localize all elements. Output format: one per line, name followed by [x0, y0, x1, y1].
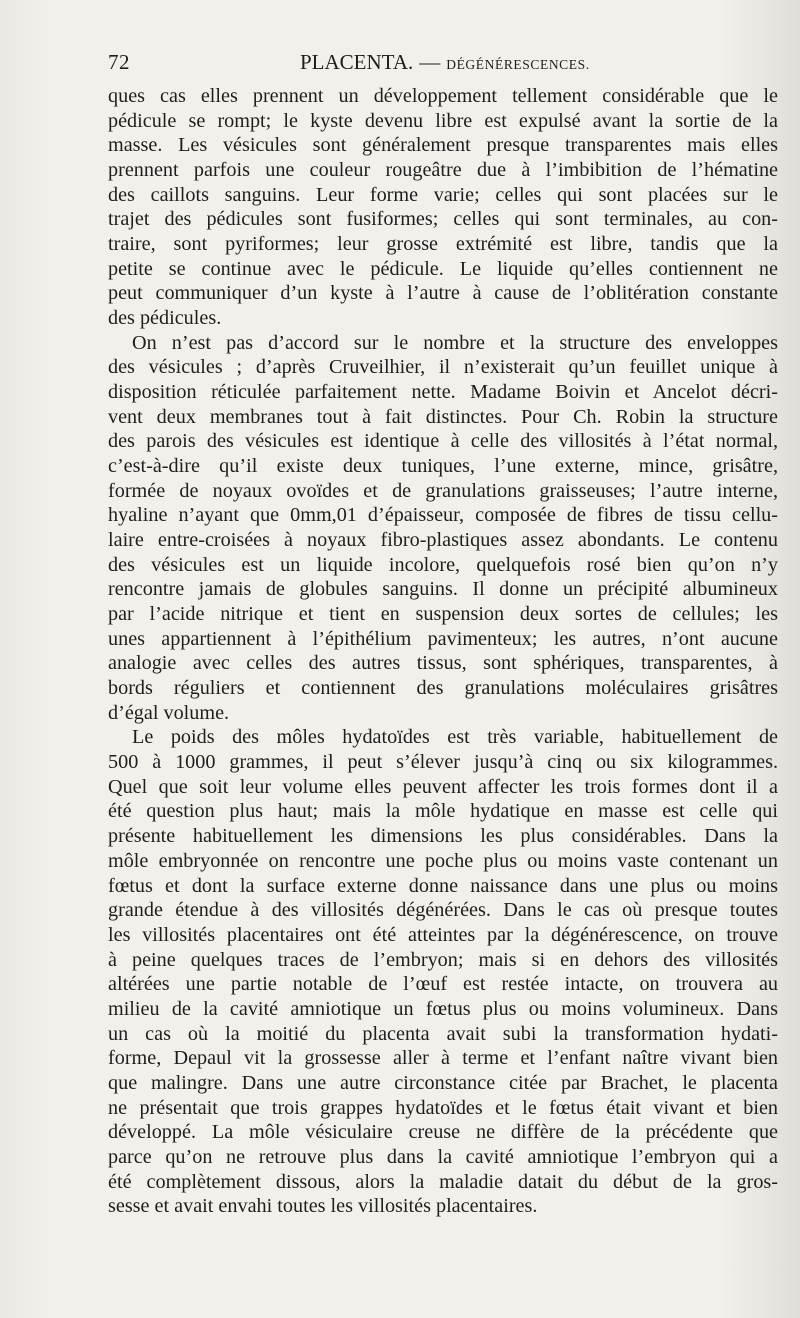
chapter-title: PLACENTA.: [300, 50, 414, 74]
text-line: des vésicules est un liquide incolore, quelquefois rosé bien qu’on n’y: [108, 553, 778, 576]
page-number: 72: [108, 50, 130, 74]
text-line: disposition réticulée parfaitement nette. Madame Boivin et Ancelot décri-: [108, 381, 778, 404]
text-line: d’égal volume.: [108, 701, 230, 724]
section-title: DÉGÉNÉRESCENCES.: [446, 57, 590, 72]
text-line: les villosités placentaires ont été atteintes par la dégénérescence, on trouve: [108, 923, 778, 946]
text-line: môle embryonnée on rencontre une poche plus ou moins vaste contenant un: [108, 849, 778, 872]
text-line: parce qu’on ne retrouve plus dans la cavité amniotique l’embryon qui a: [108, 1145, 778, 1168]
text-line: un cas où la moitié du placenta avait subi la transformation hydati-: [108, 1022, 778, 1045]
text-line: trajet des pédicules sont fusiformes; celles qui sont terminales, au con-: [108, 208, 778, 231]
text-line: c’est-à-dire qu’il existe deux tuniques, l’une externe, mince, grisâtre,: [108, 455, 778, 478]
text-line: sesse et avait envahi toutes les villosités placentaires.: [108, 1195, 538, 1218]
text-line: formée de noyaux ovoïdes et de granulations graisseuses; l’autre interne,: [108, 479, 778, 502]
text-line: 500 à 1000 grammes, il peut s’élever jusqu’à cinq ou six kilogrammes.: [108, 751, 778, 774]
body-text: [108, 84, 778, 1219]
text-line: été question plus haut; mais la môle hydatique en masse est celle qui: [108, 800, 778, 823]
text-line: Quel que soit leur volume elles peuvent affecter les trois formes dont il a: [108, 775, 778, 798]
text-line: forme, Depaul vit la grossesse aller à terme et l’enfant naître vivant bien: [108, 1047, 778, 1070]
text-line: ne présentait que trois grappes hydatoïdes et le fœtus était vivant et bien: [108, 1096, 778, 1119]
text-line: altérées une partie notable de l’œuf est restée intacte, on trouvera au: [108, 973, 778, 996]
text-line: peut communiquer d’un kyste à l’autre à cause de l’oblitération constante: [108, 282, 778, 305]
text-line: ques cas elles prennent un développement tellement considérable que le: [108, 85, 778, 107]
text-line: par l’acide nitrique et tient en suspension deux sortes de cellules; les: [108, 603, 778, 626]
text-line: présente habituellement les dimensions les plus considérables. Dans la: [108, 825, 778, 848]
text-line: Le poids des môles hydatoïdes est très variable, habituellement de: [132, 726, 778, 749]
text-line: petite se continue avec le pédicule. Le liquide qu’elles contiennent ne: [108, 257, 778, 280]
text-line: rencontre jamais de globules sanguins. Il donne un précipité albumineux: [108, 578, 778, 601]
text-line: des parois des vésicules est identique à celle des villosités à l’état normal,: [108, 430, 778, 453]
text-line: unes appartiennent à l’épithélium pavimenteux; les autres, n’ont aucune: [108, 627, 778, 650]
text-line: que malingre. Dans une autre circonstance citée par Brachet, le placenta: [108, 1071, 778, 1094]
text-line: masse. Les vésicules sont généralement presque transparentes mais elles: [108, 134, 778, 157]
text-line: développé. La môle vésiculaire creuse ne diffère de la précédente que: [108, 1121, 778, 1144]
text-line: fœtus et dont la surface externe donne naissance dans une plus ou moins: [108, 874, 778, 897]
text-line: hyaline n’ayant que 0mm,01 d’épaisseur, composée de fibres de tissu cellu-: [108, 504, 778, 527]
text-line: pédicule se rompt; le kyste devenu libre est expulsé avant la sortie de la: [108, 109, 778, 132]
text-line: des vésicules ; d’après Cruveilhier, il n’existerait qu’un feuillet unique à: [108, 356, 778, 379]
text-line: bords réguliers et contiennent des granulations moléculaires grisâtres: [108, 677, 778, 700]
text-line: grande étendue à des villosités dégénérées. Dans le cas où presque toutes: [108, 899, 778, 922]
text-line: vent deux membranes tout à fait distinctes. Pour Ch. Robin la structure: [108, 405, 778, 428]
text-line: milieu de la cavité amniotique un fœtus plus ou moins volumineux. Dans: [108, 997, 778, 1020]
text-line: prennent parfois une couleur rougeâtre due à l’imbibition de l’hématine: [108, 159, 778, 182]
text-line: des caillots sanguins. Leur forme varie; celles qui sont placées sur le: [108, 183, 778, 206]
text-line: traire, sont pyriformes; leur grosse extrémité est libre, tandis que la: [108, 233, 778, 256]
text-line: à peine quelques traces de l’embryon; mais si en dehors des villosités: [108, 948, 778, 971]
text-line: analogie avec celles des autres tissus, sont sphériques, transparentes, à: [108, 652, 778, 675]
text-line: On n’est pas d’accord sur le nombre et la structure des enveloppes: [132, 331, 778, 354]
text-line: laire entre-croisées à noyaux fibro-plastiques assez abondants. Le contenu: [108, 529, 778, 552]
text-line: été complètement dissous, alors la maladie datait du début de la gros-: [108, 1170, 778, 1193]
running-header: [108, 50, 778, 80]
text-line: des pédicules.: [108, 307, 222, 330]
title-separator: —: [419, 50, 441, 74]
running-title: [300, 50, 590, 75]
